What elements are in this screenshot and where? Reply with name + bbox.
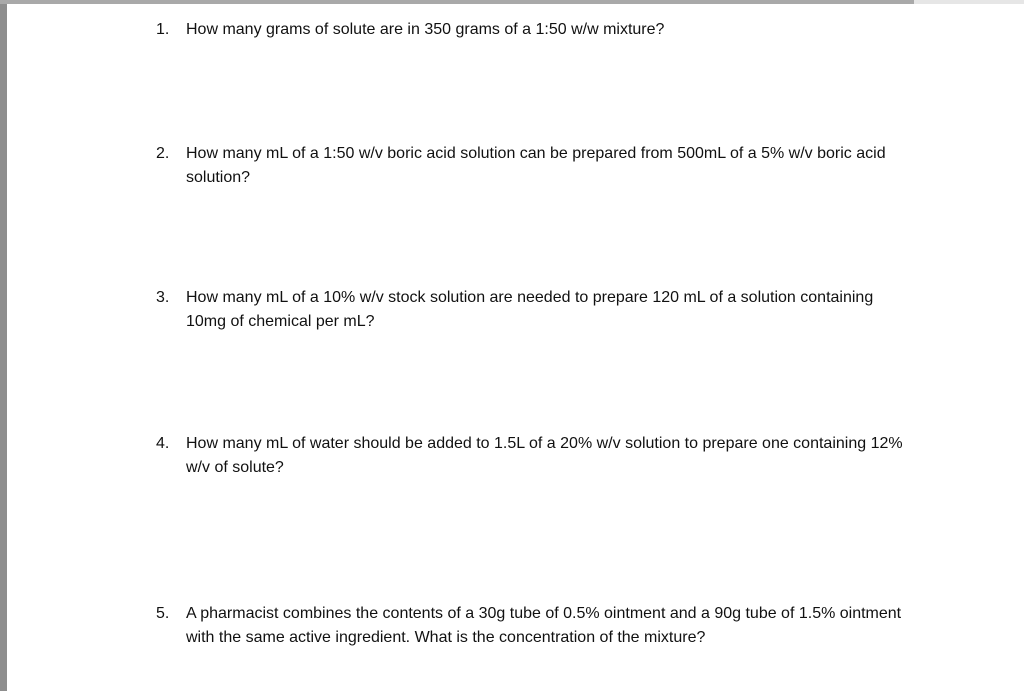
question-2-number: 2. <box>156 145 170 162</box>
question-2-text: How many mL of a 1:50 w/v boric acid solution can be prepared from 500mL of a 5% w/v boric acid solution? <box>186 145 886 186</box>
window-left-edge <box>0 0 7 691</box>
question-3-text: How many mL of a 10% w/v stock solution are needed to prepare 120 mL of a solution containing 10mg of chemical per mL? <box>186 289 874 330</box>
question-1-number: 1. <box>156 21 170 38</box>
question-5 <box>156 602 916 650</box>
document-page <box>7 4 1024 691</box>
question-4-text: How many mL of water should be added to 1.5L of a 20% w/v solution to prepare one containing 12% w/v of solute? <box>186 435 903 476</box>
question-4-number: 4. <box>156 435 170 452</box>
question-1 <box>156 18 916 42</box>
question-3-number: 3. <box>156 289 170 306</box>
question-5-text: A pharmacist combines the contents of a 30g tube of 0.5% ointment and a 90g tube of 1.5% ointment with the same active ingredient. What is the concentration of the mixture? <box>186 605 902 646</box>
question-5-number: 5. <box>156 605 170 622</box>
question-1-text: How many grams of solute are in 350 grams of a 1:50 w/w mixture? <box>186 21 665 38</box>
question-4 <box>156 432 916 480</box>
question-2 <box>156 142 916 190</box>
question-3 <box>156 286 916 334</box>
